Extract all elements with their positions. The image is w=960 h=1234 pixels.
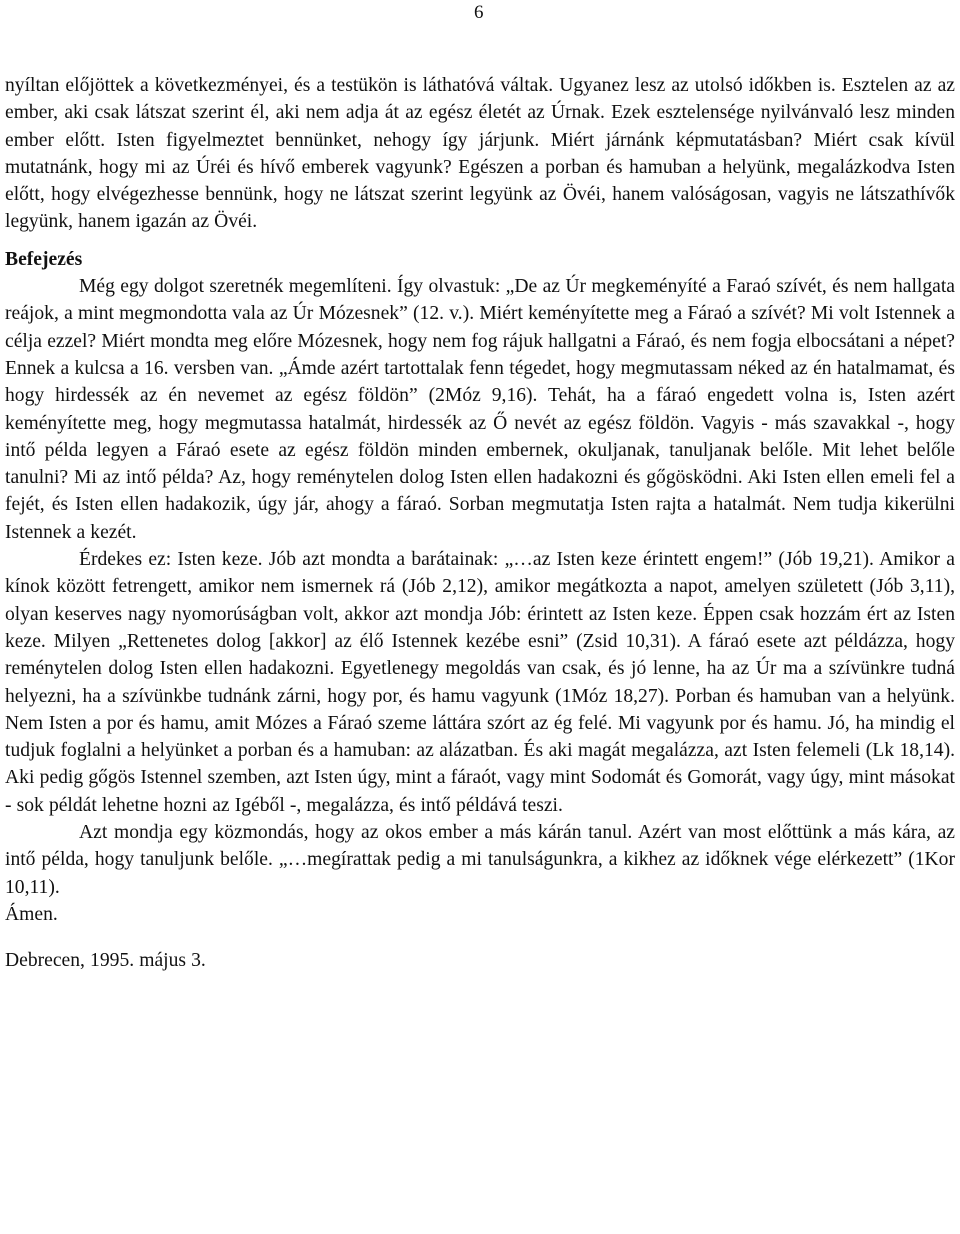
paragraph-1: Még egy dolgot szeretnék megemlíteni. Így olvastuk: „De az Úr megkeményíté a Faraó szívét, és nem hallgata reájok, a mint megmondotta vala az Úr Mózesnek” (12. v.). Miért keményítette meg a Fáraó a szívét? Mi volt Istennek a célja ezzel? Miért mondta meg előre Mózesnek, hogy nem fog rájuk hallgatni a Fáraó, és nem fogja elbocsátani a népet? Ennek a kulcsa a 16. versben van. „Ámde azért tartottalak fenn tégedet, hogy megmutassam néked az én hatalmamat, és hogy hirdessék az én nevemet az egész földön” (2Móz 9,16). Tehát, ha a fáraó engedett volna is, Isten azért keményítette meg, hogy megmutassa hatalmát, hirdessék az Ő nevét az egész földön. Vagyis - más szavakkal -, hogy intő példa legyen a Fáraó esete az egész földön minden embernek, okuljanak, tanuljanak belőle. Mit lehet belőle tanulni? Mi az intő példa? Az, hogy reménytelen dolog Isten ellen hadakozni és gőgösködni. Aki Isten ellen emeli fel a fejét, és Isten ellen hadakozik, úgy jár, ahogy a fáraó. Sorban megmutatja Isten rajta a hatalmát. Nem tudja kikerülni Istennek a kezét. (5, 276, 955, 543)
spacer (5, 928, 955, 947)
section-heading: Befejezés (5, 248, 83, 270)
amen-line: Ámen. (5, 903, 58, 925)
signature-line: Debrecen, 1995. május 3. (5, 950, 206, 972)
paragraph-2: Érdekes ez: Isten keze. Jób azt mondta a barátainak: „…az Isten keze érintett engem!” (Jób 19,21). Amikor a kínok között fetrengett, amikor nem ismernek rá (Jób 2,12), amikor megátkozta a napot, amelyen született (Jób 3,11), olyan keserves nagy nyomorúságban volt, akkor azt mondja Jób: érintett az Isten keze. Éppen csak hozzám ért az Isten keze. Milyen „Rettenetes dolog [akkor] az élő Istennek kezébe esni” (Zsid 10,31). A fáraó esete azt példázza, hogy reménytelen dolog Isten ellen hadakozni. Egyetlenegy megoldás van csak, és jó lenne, ha az Úr ma a szívünkre tudná helyezni, ha a szívünkbe tudnánk zárni, hogy por, és hamu vagyunk (1Móz 18,27). Porban és hamuban van a helyünk. Nem Isten a por és hamu, amit Mózes a Fáraó szeme láttára szórt az ég felé. Mi vagyunk por és hamu. Jó, ha mindig el tudjuk foglalni a helyünket a porban és a hamuban: az alázatban. És aki magát megalázza, azt Isten felemeli (Lk 18,14). Aki pedig gőgös Istennel szemben, azt Isten úgy, mint a fáraót, vagy mint Sodomát és Gomorát, vagy úgy, mint másokat - sok példát lehetne hozni az Igéből -, megalázza, és intő példává teszi. (5, 549, 955, 816)
paragraph-3: Azt mondja egy közmondás, hogy az okos ember a más kárán tanul. Azért van most előttünk a más kára, az intő példa, hogy tanuljunk belőle. „…megírattak pedig a mi tanulságunkra, a kikhez az időknek vége elérkezett” (1Kor 10,11). (5, 822, 955, 898)
document-body (5, 72, 955, 975)
page-number: 6 (474, 2, 484, 23)
intro-paragraph: nyíltan előjöttek a következményei, és a testükön is láthatóvá váltak. Ugyanez lesz az utolsó időkben is. Esztelen az az ember, aki csak látszat szerint él, aki nem adja át az egész életét az Úrnak. Ezek esztelensége nyilvánvaló lesz minden ember előtt. Isten figyelmeztet bennünket, nehogy így járjunk. Miért járnánk képmutatásban? Miért csak kívül mutatnánk, hogy mi az Úréi és hívő emberek vagyunk? Egészen a porban és hamuban a helyünk, megalázkodva Isten előtt, hogy elvégezhesse bennünk, hogy ne látszat szerint legyünk az Övéi, hanem valóságosan, vagyis ne látszathívők legyünk, hanem igazán az Övéi. (5, 75, 955, 233)
